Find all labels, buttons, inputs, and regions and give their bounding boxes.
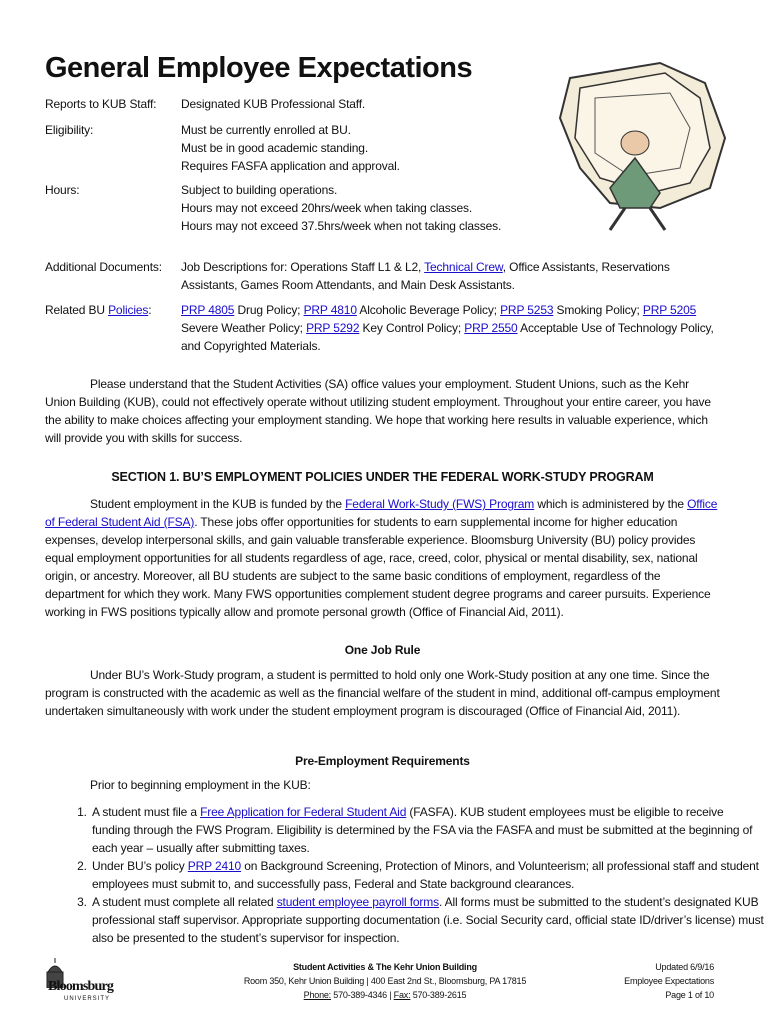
eligibility-line: Requires FASFA application and approval. — [181, 159, 400, 173]
text-segment: Under BU’s policy — [92, 859, 188, 873]
fax-label: Fax: — [393, 990, 411, 1000]
list-item — [90, 893, 765, 947]
logo-subtext: UNIVERSITY — [64, 996, 111, 1002]
text-segment: Alcoholic Beverage Policy; — [356, 303, 501, 317]
text-segment: Drug Policy; — [234, 303, 304, 317]
updated-date: Updated 6/9/16 — [655, 962, 714, 972]
footer-center — [200, 960, 570, 1002]
footer-address: Room 350, Kehr Union Building | 400 East 2nd St., Bloomsburg, PA 17815 — [243, 976, 527, 986]
related-label — [45, 301, 181, 355]
text-segment: Smoking Policy; — [553, 303, 643, 317]
bloomsburg-logo — [40, 958, 120, 1000]
inline-link[interactable]: Federal Work-Study (FWS) Program — [345, 497, 535, 511]
related-label-prefix: Related BU — [45, 303, 109, 317]
inline-link[interactable]: PRP 5292 — [306, 321, 360, 335]
hours-label: Hours: — [45, 183, 80, 197]
page-number: Page 1 of 10 — [665, 990, 714, 1000]
eligibility-row — [45, 121, 720, 175]
text-segment: Key Control Policy; — [359, 321, 465, 335]
one-job-paragraph — [45, 666, 720, 720]
eligibility-line: Must be in good academic standing. — [181, 141, 369, 155]
inline-link[interactable]: Free Application for Federal Student Aid — [200, 805, 407, 819]
section1-heading: SECTION 1. BU’S EMPLOYMENT POLICIES UNDER THE FEDERAL WORK-STUDY PROGRAM — [111, 470, 654, 484]
reports-label: Reports to KUB Staff: — [45, 97, 157, 111]
footer-contact — [200, 988, 570, 1002]
hours-line: Hours may not exceed 20hrs/week when taking classes. — [181, 201, 473, 215]
related-label-suffix: : — [148, 303, 152, 317]
inline-link[interactable]: PRP 5253 — [500, 303, 554, 317]
inline-link[interactable]: student employee payroll forms — [276, 895, 439, 909]
pre-employment-heading: Pre-Employment Requirements — [295, 754, 470, 768]
reports-value: Designated KUB Professional Staff. — [181, 97, 366, 111]
text-segment: (FASFA). KUB student employees must be eligible to receive funding through the FWS Program. Eligibility is determined by the FSA via the FASFA and must be submitted at the beginning of each year – usually after submitting taxes. — [92, 805, 753, 855]
text-segment: Severe Weather Policy; — [181, 321, 307, 335]
related-value — [181, 301, 720, 355]
hours-line: Subject to building operations. — [181, 183, 338, 197]
section1-paragraph — [45, 495, 720, 621]
text-segment: Job Descriptions for: Operations Staff L1 & L2, — [181, 260, 425, 274]
hours-row — [45, 181, 720, 235]
inline-link[interactable]: PRP 4810 — [303, 303, 357, 317]
additional-documents-row — [45, 258, 720, 294]
text-segment: on Background Screening, Protection of Minors, and Volunteerism; all professional staff and student employees must submit to, and successfully pass, Federal and State background clearances. — [92, 859, 759, 891]
eligibility-line: Must be currently enrolled at BU. — [181, 123, 351, 137]
list-item — [90, 857, 765, 893]
inline-link[interactable]: PRP 4805 — [181, 303, 235, 317]
related-policies-row — [45, 301, 720, 355]
text-segment: . All forms must be submitted to the student’s designated KUB professional staff supervisor. Appropriate supporting documentation (i.e. Social Security card, official state ID/driver’s license) must also be presented to the student’s supervisor for inspection. — [92, 895, 764, 945]
text-segment: Acceptable Use of Technology Policy, and Copyrighted Materials. — [181, 321, 714, 353]
inline-link[interactable]: PRP 2410 — [187, 859, 242, 873]
pre-employment-intro: Prior to beginning employment in the KUB: — [90, 778, 311, 792]
logo-text: Bloomsburg — [48, 979, 114, 994]
phone-number: 570-389-4346 | — [330, 990, 394, 1000]
additional-value — [181, 258, 720, 294]
inline-link[interactable]: PRP 2550 — [464, 321, 518, 335]
additional-label: Additional Documents: — [45, 260, 162, 274]
text-segment: Please understand that the Student Activities (SA) office values your employment. Student Unions, such as the Kehr Union Building (KUB), could not effectively operate without utilizing student employment. Throughout your entire career, you have the ability to make choices affecting your employment standing. We hope that working here results in valuable experience, which will provide you with skills for success. — [45, 377, 711, 445]
reports-row — [45, 95, 720, 113]
inline-link[interactable]: PRP 5205 — [642, 303, 697, 317]
list-item — [90, 803, 765, 857]
page-title: General Employee Expectations — [45, 52, 473, 84]
one-job-heading: One Job Rule — [344, 643, 421, 657]
fax-number: 570-389-2615 — [410, 990, 467, 1000]
intro-paragraph — [45, 375, 720, 447]
text-segment: A student must file a — [92, 805, 201, 819]
footer-title: Student Activities & The Kehr Union Building — [293, 962, 477, 972]
text-segment: , Office Assistants, Reservations Assistants, Games Room Attendants, and Main Desk Assistants. — [181, 260, 670, 292]
pre-employment-list — [45, 803, 765, 947]
eligibility-label: Eligibility: — [45, 123, 94, 137]
inline-link[interactable]: Office of Federal Student Aid (FSA) — [45, 497, 718, 529]
text-segment: Under BU’s Work-Study program, a student is permitted to hold only one Work-Study position at any one time. Since the program is constructed with the academic as well as the financial welfare of the student in mind, additional off-campus employment undertaken simultaneously with work under the student employment program is discouraged (Office of Financial Aid, 2011). — [45, 668, 720, 718]
phone-label: Phone: — [303, 990, 331, 1000]
footer-right — [560, 960, 714, 1002]
text-segment: Student employment in the KUB is funded by the — [90, 497, 346, 511]
text-segment: . These jobs offer opportunities for students to earn supplemental income for higher education expenses, develop interpersonal skills, and gain valuable transferable experience. Bloomsburg University (BU) policy provides equal employment opportunities for all students regardless of age, race, creed, color, physical or mental disability, sex, national origin, or ancestry. Moreover, all BU students are subject to the same basic conditions of employment, regardless of the department for which they work. Many FWS opportunities complement student degree programs and career pursuits. Experience working in FWS positions typically allow and promote personal growth (Office of Financial Aid, 2011). — [45, 515, 711, 619]
hours-line: Hours may not exceed 37.5hrs/week when not taking classes. — [181, 219, 502, 233]
text-segment: A student must complete all related — [92, 895, 277, 909]
footer-doc-name: Employee Expectations — [624, 976, 714, 986]
text-segment: which is administered by the — [534, 497, 688, 511]
policies-link[interactable]: Policies — [108, 303, 149, 317]
inline-link[interactable]: Technical Crew — [424, 260, 503, 274]
